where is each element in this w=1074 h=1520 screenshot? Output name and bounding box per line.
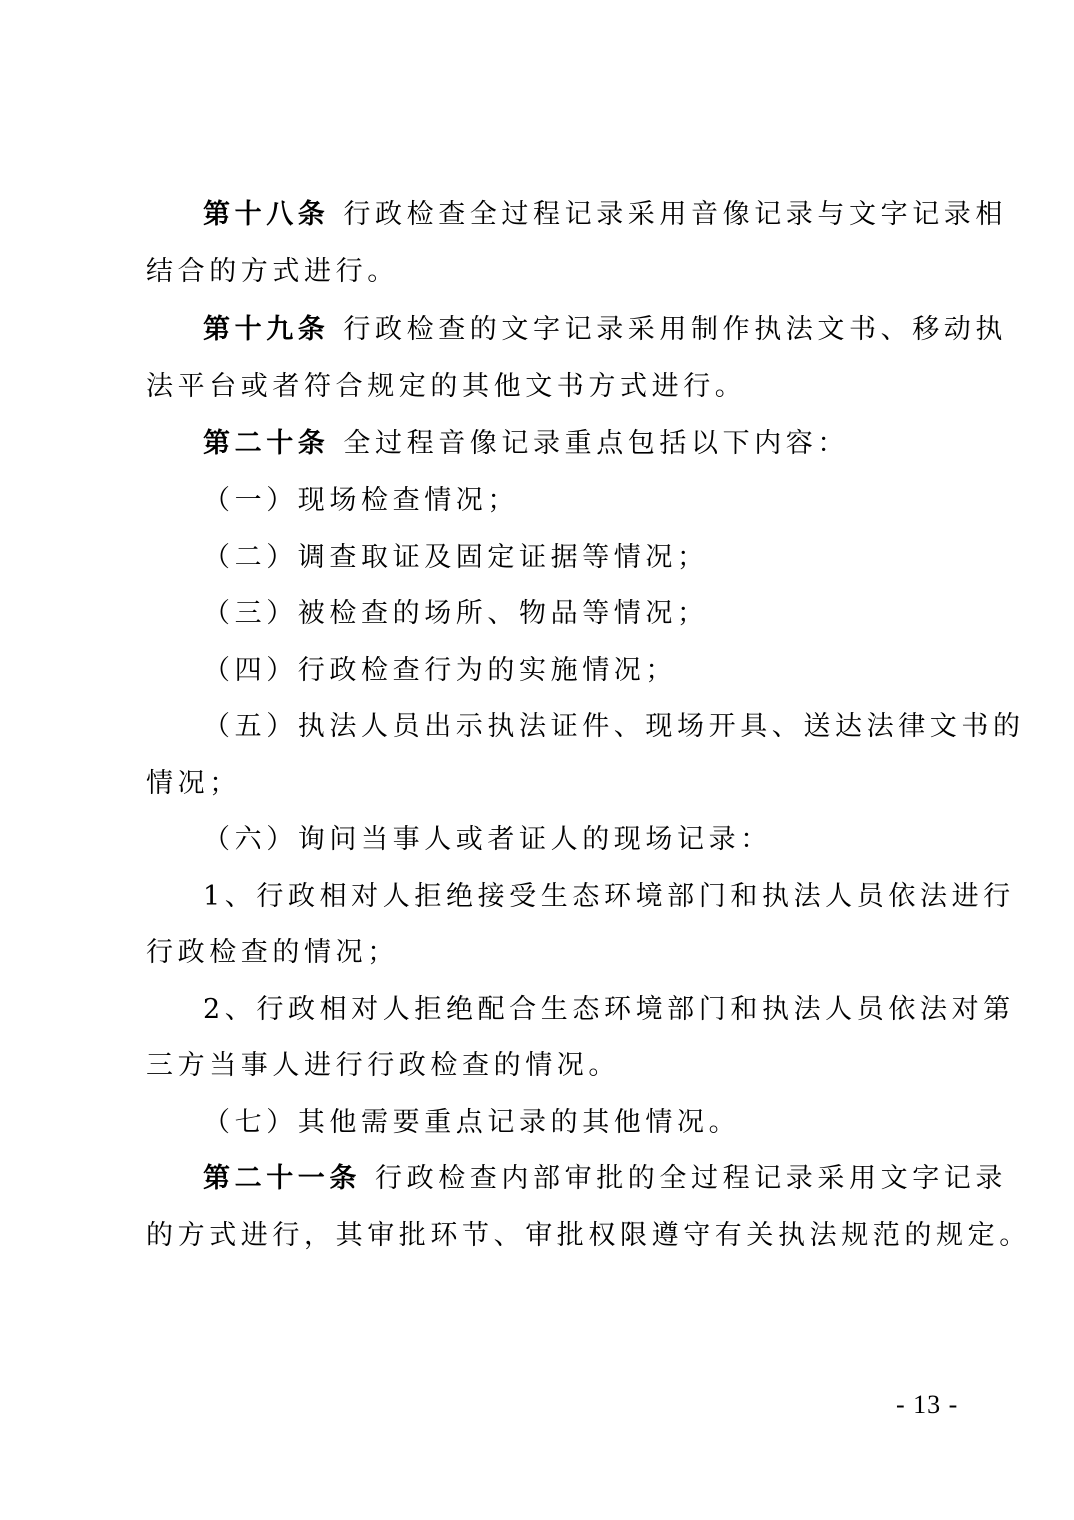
article-20-item-5-line-2: 情况；	[146, 768, 241, 799]
article-21-heading: 第二十一条	[203, 1163, 361, 1194]
article-20-sub-1-line-2: 行政检查的情况；	[146, 937, 399, 968]
article-19-heading: 第十九条	[203, 314, 330, 345]
article-21-line-2: 的方式进行，其审批环节、审批权限遵守有关执法规范的规定。	[146, 1220, 1031, 1251]
article-20-line-1	[203, 427, 849, 461]
article-18-line-2: 结合的方式进行。	[146, 256, 399, 287]
article-20-heading: 第二十条	[203, 428, 330, 459]
article-20-item-7: （七）其他需要重点记录的其他情况。	[203, 1107, 741, 1138]
article-18-heading: 第十八条	[203, 199, 330, 230]
article-21-text-1: 行政检查内部审批的全过程记录采用文字记录	[375, 1163, 1007, 1194]
article-19-line-1	[203, 313, 1007, 347]
article-18-text-1: 行政检查全过程记录采用音像记录与文字记录相	[343, 199, 1008, 230]
article-20-item-4: （四）行政检查行为的实施情况；	[203, 655, 677, 686]
article-20-item-5-line-1: （五）执法人员出示执法证件、现场开具、送达法律文书的	[203, 711, 1025, 742]
article-20-text-1: 全过程音像记录重点包括以下内容：	[343, 428, 850, 459]
article-20-sub-2-line-1: 2、行政相对人拒绝配合生态环境部门和执法人员依法对第	[203, 994, 1015, 1025]
article-21-line-1	[203, 1162, 1007, 1196]
page-number: - 13 -	[896, 1390, 959, 1419]
article-19-text-1: 行政检查的文字记录采用制作执法文书、移动执	[343, 314, 1008, 345]
article-20-item-3: （三）被检查的场所、物品等情况；	[203, 598, 709, 629]
article-20-item-2: （二）调查取证及固定证据等情况；	[203, 542, 709, 573]
article-20-item-1: （一）现场检查情况；	[203, 485, 519, 516]
article-20-sub-1-line-1: 1、行政相对人拒绝接受生态环境部门和执法人员依法进行	[203, 881, 1015, 912]
article-20-item-6: （六）询问当事人或者证人的现场记录：	[203, 824, 772, 855]
article-18-line-1	[203, 198, 1007, 232]
article-20-sub-2-line-2: 三方当事人进行行政检查的情况。	[146, 1050, 620, 1081]
article-19-line-2: 法平台或者符合规定的其他文书方式进行。	[146, 371, 747, 402]
